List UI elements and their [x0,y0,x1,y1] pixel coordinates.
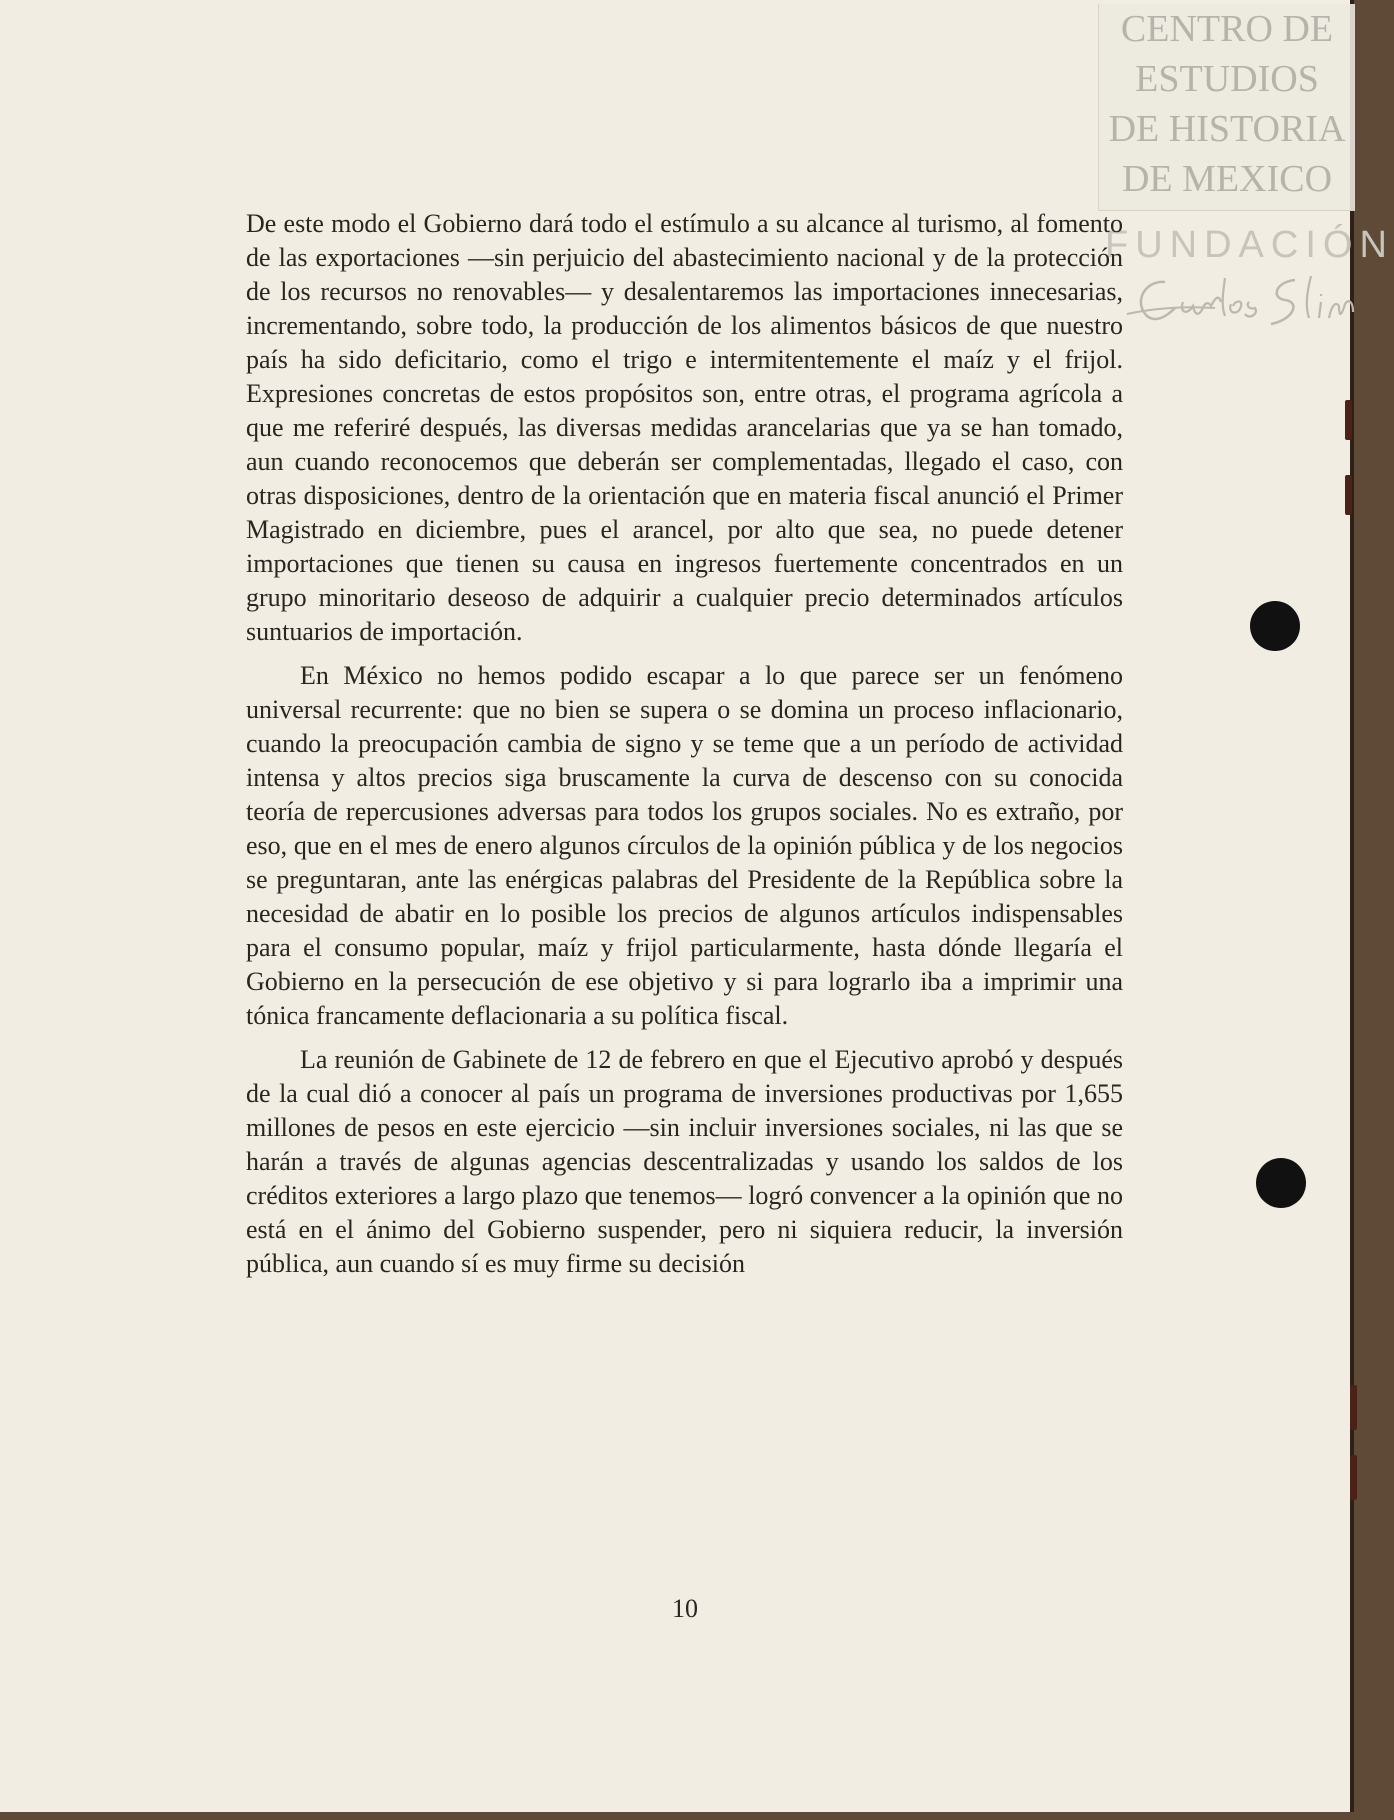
page-number: 10 [672,1594,698,1623]
signature-logo [1125,272,1354,342]
paragraph: De este modo el Gobierno dará todo el estímulo a su alcance al turismo, al fomento de las exportaciones —sin perjuicio del abastecimiento nacional y de la protección de los recursos no renovables— y desalentaremos las importaciones innecesarias, incrementando, sobre todo, la producción de los alimentos básicos de que nuestro país ha sido deficitario, como el trigo e intermitentemente el maíz y el frijol. Expresiones concretas de estos propósitos son, entre otras, el programa agrícola a que me referiré después, las diversas medidas arancelarias que ya se han tomado, aun cuando reconocemos que deberán ser complementadas, llegado el caso, con otras disposiciones, dentro de la orientación que en materia fiscal anunció el Primer Magistrado en diciembre, pues el arancel, por alto que sea, no puede detener importaciones que tienen su causa en ingresos fuertemente concentrados en un grupo minoritario deseoso de adquirir a cualquier precio determinados artículos suntuarios de importación. [246,209,1123,646]
foundation-label: FUNDACIÓN [1105,224,1394,266]
watermark-line: CENTRO DE [1120,8,1334,50]
signature-scribble-icon [1125,272,1354,342]
staple-mark-icon [1350,1455,1357,1500]
document-body [246,207,1123,1281]
staple-mark-icon [1350,1385,1357,1430]
paragraph: La reunión de Gabinete de 12 de febrero en que el Ejecutivo aprobó y después de la cual dió a conocer al país un programa de inversiones productivas por 1,655 millones de pesos en este ejercicio —sin incluir inversiones sociales, ni las que se harán a través de algunas agencias descentralizadas y usando los saldos de los créditos exteriores a largo plazo que tenemos— logró convencer a la opinión que no está en el ánimo del Gobierno suspender, pero ni siquiera reducir, la inversión pública, aun cuando sí es muy firme su decisión [246,1045,1123,1278]
staple-mark-icon [1345,475,1352,515]
binder-hole-icon [1256,1158,1306,1208]
paragraph: En México no hemos podido escapar a lo que parece ser un fenómeno universal recurrente: que no bien se supera o se domina un proceso inflacionario, cuando la preocupación cambia de signo y se teme que a un período de actividad intensa y altos precios siga bruscamente la curva de descenso con su conocida teoría de repercusiones adversas para todos los grupos sociales. No es extraño, por eso, que en el mes de enero algunos círculos de la opinión pública y de los negocios se preguntaran, ante las enérgicas palabras del Presidente de la República sobre la necesidad de abatir en lo posible los precios de algunos artículos indispensables para el consumo popular, maíz y frijol particularmente, hasta dónde llegaría el Gobierno en la persecución de ese objetivo y si para lograrlo iba a imprimir una tónica francamente deflacionaria a su política fiscal. [246,661,1123,1030]
watermark-line: ESTUDIOS [1135,58,1319,100]
binder-hole-icon [1250,601,1300,651]
staple-mark-icon [1345,400,1352,440]
archive-watermark [1098,4,1355,211]
watermark-line: DE HISTORIA [1108,108,1346,150]
watermark-line: DE MEXICO [1121,158,1333,200]
